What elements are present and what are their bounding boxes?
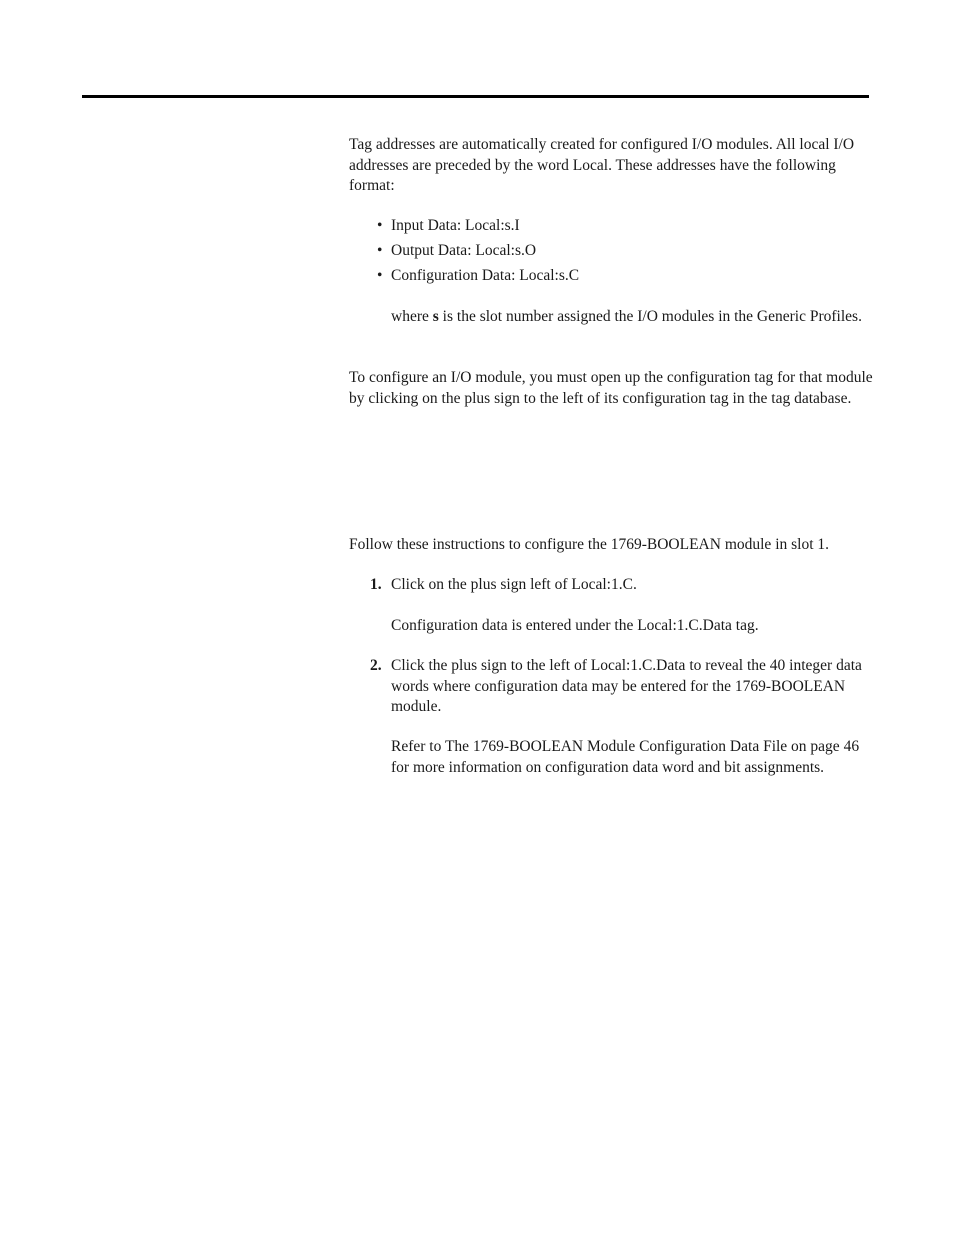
list-item: [377, 241, 579, 266]
intro-paragraph: Tag addresses are automatically created for configured I/O modules. All local I/O addresses are preceded by the word Local. These addresses have the following format:: [349, 136, 855, 194]
step-1: [370, 575, 870, 596]
list-item: [377, 216, 579, 241]
where-variable: s: [432, 308, 439, 325]
step-2: [370, 656, 870, 718]
follow-paragraph: Follow these instructions to configure the 1769-BOOLEAN module in slot 1.: [349, 536, 830, 553]
format-input-data: Input Data: Local:s.I: [391, 217, 520, 234]
bullet-icon: •: [377, 267, 383, 284]
format-output-data: Output Data: Local:s.O: [391, 242, 537, 259]
list-item: [377, 266, 579, 291]
step-text: Click the plus sign to the left of Local:1.C.Data to reveal the 40 integer data words where configuration data may be entered for the 1769-BOOLEAN module.: [391, 657, 862, 715]
step-1-note: Configuration data is entered under the Local:1.C.Data tag.: [391, 617, 759, 634]
where-note: [391, 307, 871, 328]
address-format-list: [377, 216, 579, 291]
step-text: Click on the plus sign left of Local:1.C.: [391, 576, 637, 593]
where-prefix: where: [391, 308, 433, 325]
step-number: 2.: [370, 657, 382, 674]
step-2-note: Refer to The 1769-BOOLEAN Module Configuration Data File on page 46 for more information on configuration data word and bit assignments.: [391, 738, 860, 776]
where-suffix: is the slot number assigned the I/O modules in the Generic Profiles.: [438, 308, 862, 325]
configure-paragraph: To configure an I/O module, you must open up the configuration tag for that module by clicking on the plus sign to the left of its configuration tag in the tag database.: [349, 369, 873, 407]
bullet-icon: •: [377, 217, 383, 234]
step-number: 1.: [370, 576, 382, 593]
format-config-data: Configuration Data: Local:s.C: [391, 267, 580, 284]
header-rule: [82, 95, 869, 98]
bullet-icon: •: [377, 242, 383, 259]
